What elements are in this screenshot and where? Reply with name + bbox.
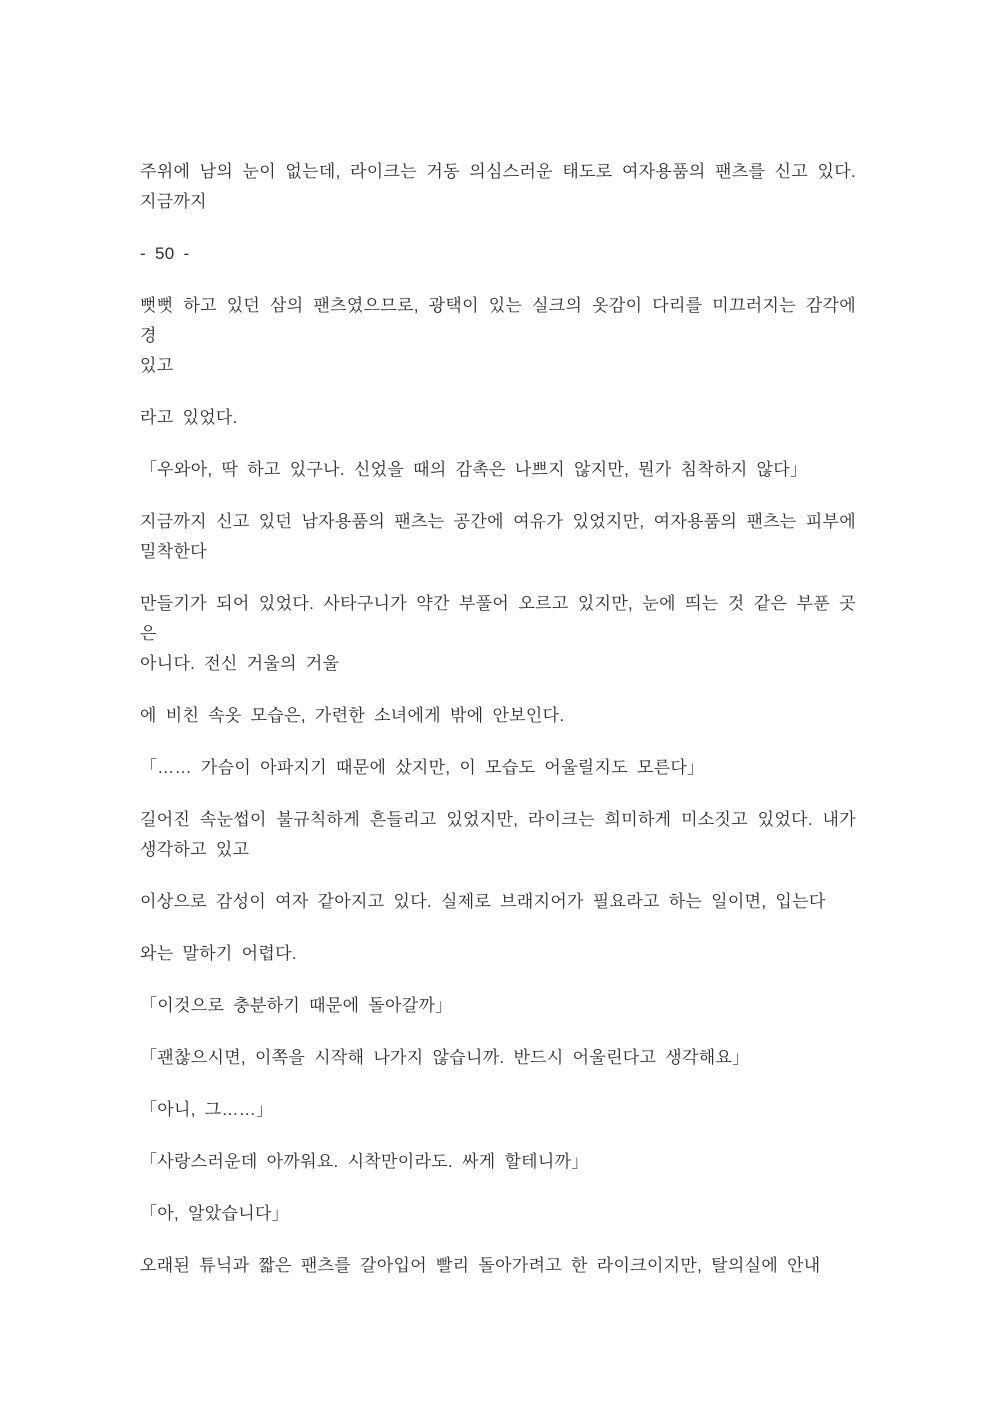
text-line: 「아, 알았습니다」 <box>140 1204 289 1223</box>
paragraph-dialogue <box>140 753 856 783</box>
text-line: 와는 말하기 어렵다. <box>140 944 297 963</box>
text-line: 만들기가 되어 있었다. 사타구니가 약간 부풀어 오르고 있지만, 눈에 띄는 것 같은 부푼 곳은 <box>140 594 856 643</box>
paragraph-dialogue <box>140 455 856 485</box>
paragraph <box>140 1251 856 1281</box>
paragraph <box>140 507 856 567</box>
paragraph-dialogue <box>140 991 856 1021</box>
text-line: 지금까지 신고 있던 남자용품의 팬츠는 공간에 여유가 있었지만, 여자용품의 팬츠는 피부에 <box>140 512 856 531</box>
paragraph-dialogue <box>140 1095 856 1125</box>
text-line: 「사랑스러운데 아까워요. 시착만이라도. 싸게 할테니까」 <box>140 1152 589 1171</box>
text-line: 있고 <box>140 356 174 375</box>
text-line: 주위에 남의 눈이 없는데, 라이크는 거동 의심스러운 태도로 여자용품의 팬츠를 신고 있다. <box>140 162 856 181</box>
paragraph <box>140 939 856 969</box>
paragraph <box>140 701 856 731</box>
text-line: 「이것으로 충분하기 때문에 돌아갈까」 <box>140 996 453 1015</box>
text-line: 에 비친 속옷 모습은, 가련한 소녀에게 밖에 안보인다. <box>140 706 565 725</box>
text-line: 생각하고 있고 <box>140 840 250 859</box>
text-line: 라고 있었다. <box>140 408 238 427</box>
paragraph-dialogue <box>140 1043 856 1073</box>
text-line: 뻣뻣 하고 있던 삼의 팬츠였으므로, 광택이 있는 실크의 옷감이 다리를 미끄러지는 감각에 경 <box>140 296 856 345</box>
text-line: 「아니, 그……」 <box>140 1100 274 1119</box>
paragraph <box>140 157 856 217</box>
paragraph <box>140 589 856 679</box>
paragraph <box>140 805 856 865</box>
text-line: 아니다. 전신 거울의 거울 <box>140 654 340 673</box>
page-number-label: - 50 - <box>140 244 190 263</box>
page-number <box>140 239 856 269</box>
paragraph-dialogue <box>140 1199 856 1229</box>
text-line: 「…… 가슴이 아파지기 때문에 샀지만, 이 모습도 어울릴지도 모른다」 <box>140 758 705 777</box>
paragraph <box>140 887 856 917</box>
text-line: 길어진 속눈썹이 불규칙하게 흔들리고 있었지만, 라이크는 희미하게 미소짓고 있었다. 내가 <box>140 810 856 829</box>
text-line: 이상으로 감성이 여자 같아지고 있다. 실제로 브래지어가 필요라고 하는 일이면, 입는다 <box>140 892 826 911</box>
text-line: 「괜찮으시면, 이쪽을 시작해 나가지 않습니까. 반드시 어울린다고 생각해요」 <box>140 1048 750 1067</box>
paragraph <box>140 403 856 433</box>
text-line: 밀착한다 <box>140 542 207 561</box>
paragraph <box>140 291 856 381</box>
text-line: 지금까지 <box>140 192 207 211</box>
text-line: 오래된 튜닉과 짧은 팬츠를 갈아입어 빨리 돌아가려고 한 라이크이지만, 탈의실에 안내 <box>140 1256 821 1275</box>
text-line: 「우와아, 딱 하고 있구나. 신었을 때의 감촉은 나쁘지 않지만, 뭔가 침착하지 않다」 <box>140 460 808 479</box>
paragraph-dialogue <box>140 1147 856 1177</box>
